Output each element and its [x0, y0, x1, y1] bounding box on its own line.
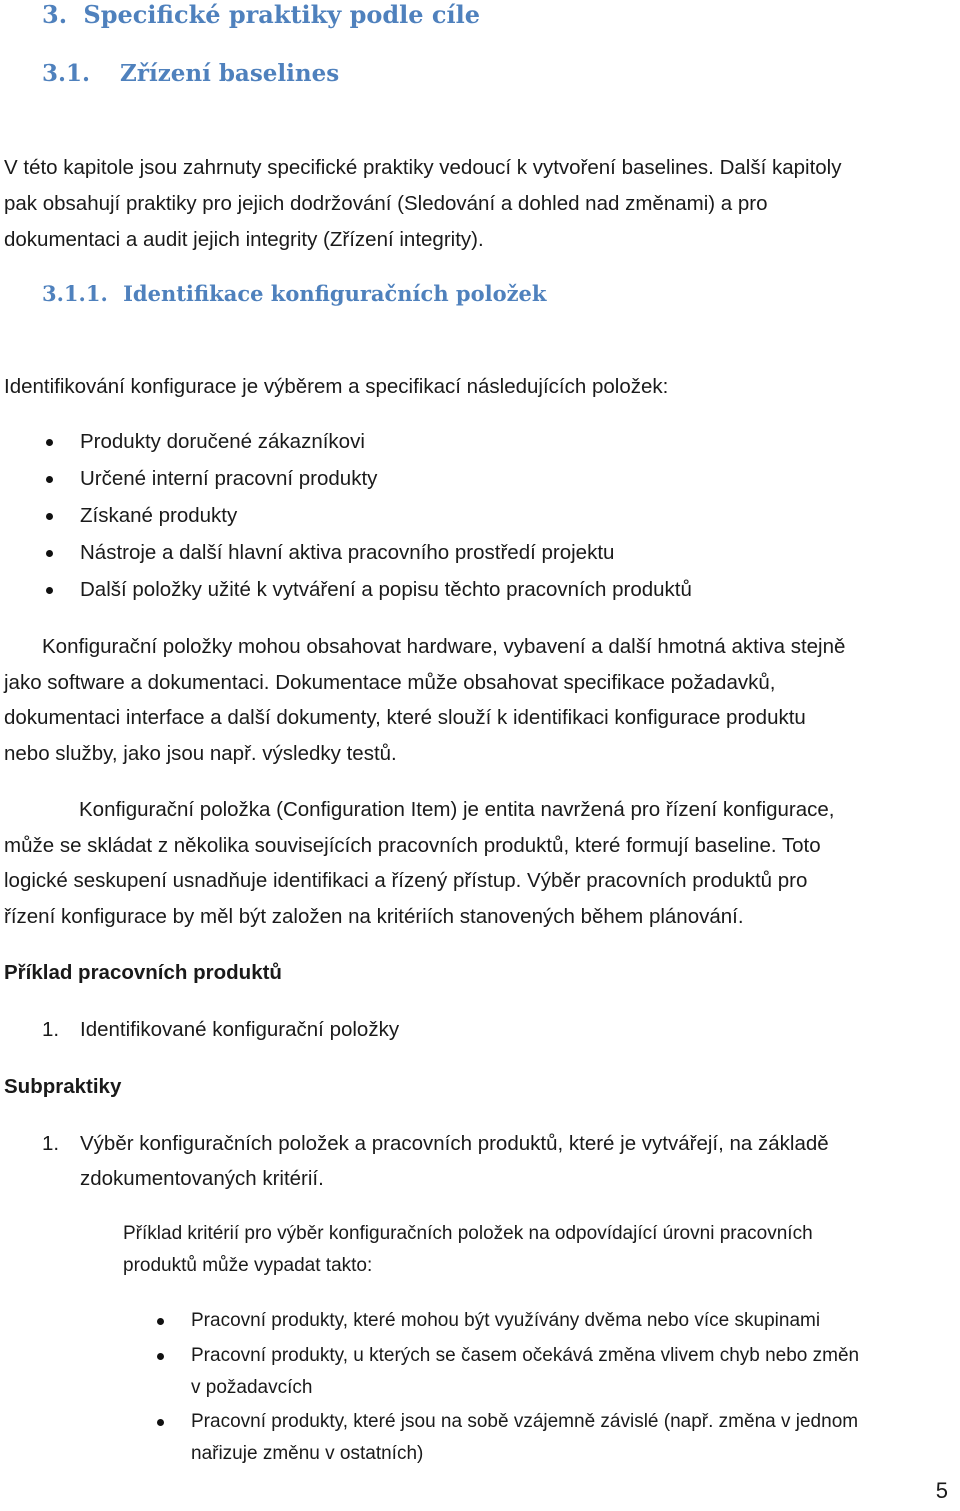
bullet-icon	[46, 513, 53, 520]
bullet-icon	[157, 1419, 164, 1426]
example-heading: Příklad pracovních produktů	[4, 961, 282, 984]
section-number: 3.1.	[42, 60, 91, 87]
bullet-icon	[46, 439, 53, 446]
criteria-note-line: Příklad kritérií pro výběr konfiguračních položek na odpovídající úrovni pracovních	[123, 1223, 813, 1244]
chapter-number: 3.	[42, 0, 68, 29]
paragraph-line: Konfigurační položka (Configuration Item) je entita navržená pro řízení konfigurace,	[79, 798, 835, 821]
criteria-note-line: produktů může vypadat takto:	[123, 1255, 373, 1276]
subpractice-line: Výběr konfiguračních položek a pracovních produktů, které je vytvářejí, na základě	[80, 1132, 829, 1155]
bullet-icon	[46, 550, 53, 557]
paragraph-line: řízení konfigurace by měl být založen na kritériích stanovených během plánování.	[4, 905, 744, 928]
section-heading	[42, 59, 339, 89]
paragraph-line: nebo služby, jako jsou např. výsledky testů.	[4, 742, 397, 765]
bullet-icon	[157, 1318, 164, 1325]
chapter-heading	[42, 0, 480, 30]
criteria-item: Pracovní produkty, u kterých se časem očekává změna vlivem chyb nebo změn	[191, 1345, 860, 1366]
subsection-title: Identifikace konfiguračních položek	[123, 281, 547, 306]
criteria-item: Pracovní produkty, které mohou být využívány dvěma nebo více skupinami	[191, 1310, 821, 1331]
intro-line: V této kapitole jsou zahrnuty specifické praktiky vedoucí k vytvoření baselines. Další kapitoly	[4, 156, 842, 179]
chapter-title: Specifické praktiky podle cíle	[83, 0, 481, 29]
example-item: Identifikované konfigurační položky	[80, 1018, 400, 1041]
intro-line: pak obsahují praktiky pro jejich dodržování (Sledování a dohled nad změnami) a pro	[4, 192, 768, 215]
bullet-icon	[46, 587, 53, 594]
paragraph-line: Konfigurační položky mohou obsahovat hardware, vybavení a další hmotná aktiva stejně	[42, 635, 846, 658]
list-item: Další položky užité k vytváření a popisu těchto pracovních produktů	[80, 578, 692, 601]
criteria-item-cont: v požadavcích	[191, 1377, 313, 1398]
page-number: 5	[935, 1478, 948, 1503]
subpractice-line: zdokumentovaných kritérií.	[80, 1167, 324, 1190]
intro-line: dokumentaci a audit jejich integrity (Zřízení integrity).	[4, 228, 484, 251]
list-item: Nástroje a další hlavní aktiva pracovního prostředí projektu	[80, 541, 615, 564]
example-item-number: 1.	[42, 1018, 60, 1041]
section-title: Zřízení baselines	[120, 60, 340, 87]
paragraph-line: dokumentaci interface a další dokumenty, které slouží k identifikaci konfigurace produktu	[4, 706, 806, 729]
subsection-heading	[42, 280, 546, 308]
list-item: Získané produkty	[80, 504, 238, 527]
bullet-icon	[157, 1353, 164, 1360]
intro-paragraph	[4, 150, 954, 258]
criteria-item: Pracovní produkty, které jsou na sobě vzájemně závislé (např. změna v jednom	[191, 1411, 859, 1432]
identification-intro: Identifikování konfigurace je výběrem a specifikací následujících položek:	[4, 375, 669, 398]
subpractice-number: 1.	[42, 1132, 60, 1155]
paragraph-line: může se skládat z několika souvisejících pracovních produktů, které formují baseline. Toto	[4, 834, 821, 857]
list-item: Produkty doručené zákazníkovi	[80, 430, 365, 453]
subpractices-heading: Subpraktiky	[4, 1075, 122, 1098]
subsection-number: 3.1.1.	[42, 281, 108, 306]
bullet-icon	[46, 476, 53, 483]
criteria-item-cont: nařizuje změnu v ostatních)	[191, 1443, 424, 1464]
paragraph-line: jako software a dokumentaci. Dokumentace může obsahovat specifikace požadavků,	[4, 671, 776, 694]
paragraph-line: logické seskupení usnadňuje identifikaci a řízený přístup. Výběr pracovních produktů pro	[4, 869, 808, 892]
list-item: Určené interní pracovní produkty	[80, 467, 378, 490]
